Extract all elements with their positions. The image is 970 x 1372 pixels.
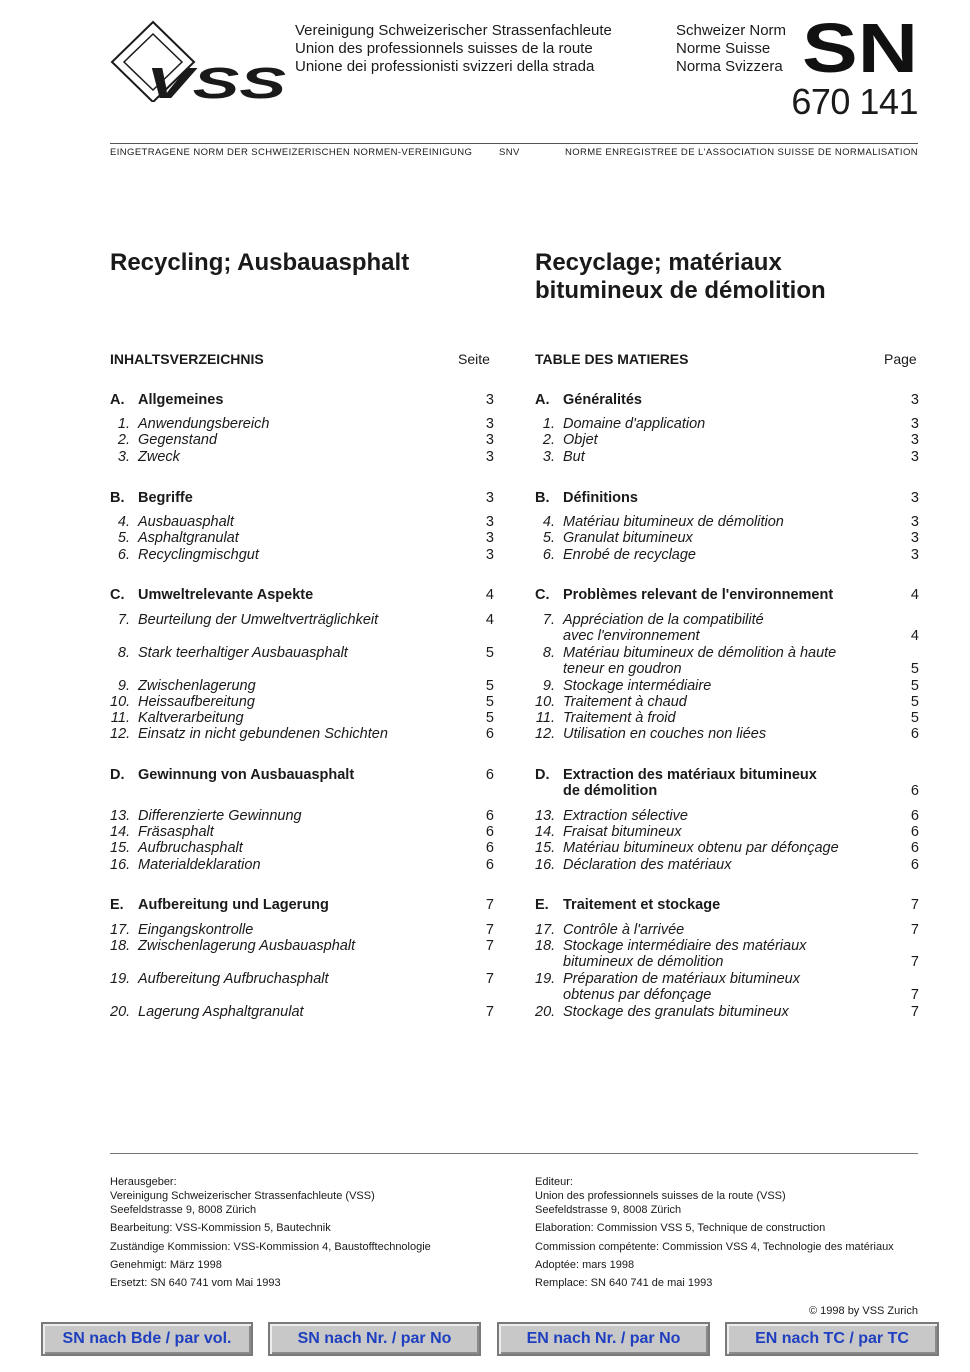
toc-section-letter: B. — [535, 490, 550, 506]
toc-section — [535, 490, 919, 507]
svg-text:SN: SN — [802, 18, 918, 76]
norm-type-it: Norma Svizzera — [676, 58, 783, 75]
nav-sn-by-number-button[interactable]: SN nach Nr. / par No — [268, 1322, 481, 1356]
toc-page-number: 7 — [910, 987, 919, 1004]
toc-section-letter: C. — [110, 587, 125, 603]
toc-entry-title: Objet — [563, 432, 598, 448]
toc-entry-number: 8. — [117, 645, 130, 661]
toc-entry-title: Contrôle à l'arrivée — [563, 922, 685, 938]
toc-entry-title: Préparation de matériaux bitumineux obtenus par défonçage — [563, 971, 800, 1004]
toc-entry-number: 18. — [535, 938, 556, 954]
toc-page-number: 6 — [910, 857, 919, 873]
publisher-info-line: Remplace: SN 640 741 de mai 1993 — [535, 1277, 713, 1289]
toc-page-number: 6 — [485, 857, 494, 873]
toc-entry-number: 4. — [542, 514, 555, 530]
toc-page-number: 3 — [910, 449, 919, 465]
toc-section-title: Aufbereitung und Lagerung — [138, 897, 329, 913]
toc-section-letter: D. — [535, 767, 550, 783]
toc-page-number: 6 — [910, 808, 919, 824]
publisher-info-line: Zuständige Kommission: VSS-Kommission 4, Baustofftechnologie — [110, 1241, 431, 1253]
toc-section — [535, 392, 919, 409]
toc-page-number: 4 — [910, 628, 919, 645]
toc-entry-number: 1. — [542, 416, 555, 432]
toc-entry-number: 15. — [110, 840, 131, 856]
toc-entry-number: 14. — [110, 824, 131, 840]
toc-section — [535, 587, 919, 604]
toc-entry-title: Asphaltgranulat — [138, 530, 239, 546]
toc-page-number: 3 — [485, 514, 494, 530]
toc-entry-title: Stockage des granulats bitumineux — [563, 1004, 789, 1020]
toc-entry-number: 14. — [535, 824, 556, 840]
toc-section-title: Généralités — [563, 392, 642, 408]
toc-entry-number: 17. — [535, 922, 556, 938]
toc-entry-title: Differenzierte Gewinnung — [138, 808, 302, 824]
document-title-fr-line-1: Recyclage; matériaux — [535, 249, 782, 276]
toc-section-letter: A. — [535, 392, 550, 408]
toc-page-number: 3 — [485, 432, 494, 448]
toc-section-title: Umweltrelevante Aspekte — [138, 587, 314, 603]
toc-entry-title: Traitement à froid — [563, 710, 676, 726]
toc-entry-number: 20. — [535, 1004, 556, 1020]
copyright: © 1998 by VSS Zurich — [809, 1305, 918, 1317]
toc-entry-title: Fräsasphalt — [138, 824, 214, 840]
toc-page-number: 4 — [910, 587, 919, 603]
toc-page-number: 5 — [485, 645, 494, 661]
toc-page-number: 3 — [910, 490, 919, 506]
toc-entry-title: Matériau bitumineux de démolition à haute teneur en goudron — [563, 645, 837, 678]
toc-section-title: Begriffe — [138, 490, 193, 506]
toc-page-number: 5 — [910, 694, 919, 710]
toc-section-letter: C. — [535, 587, 550, 603]
toc-page-number: 4 — [485, 587, 494, 603]
nav-sn-by-volume-button[interactable]: SN nach Bde / par vol. — [41, 1322, 253, 1356]
registered-note-snv: SNV — [499, 147, 520, 158]
toc-entry-title: Aufbereitung Aufbruchasphalt — [138, 971, 329, 987]
toc-entry-number: 7. — [542, 612, 555, 628]
norm-number: 670 141 — [791, 81, 918, 122]
toc-page-number: 7 — [485, 971, 494, 987]
toc-page-number: 3 — [910, 514, 919, 530]
toc-entry-number: 19. — [535, 971, 556, 987]
toc-section-title: Problèmes relevant de l'environnement — [563, 587, 834, 603]
toc-page-label-fr: Page — [884, 351, 917, 367]
publisher-info-line: Genehmigt: März 1998 — [110, 1259, 222, 1271]
toc-entry-title: Stockage intermédiaire — [563, 678, 712, 694]
toc-page-number: 3 — [910, 392, 919, 408]
toc-entry-number: 10. — [535, 694, 556, 710]
toc-entry-number: 4. — [117, 514, 130, 530]
org-name-fr: Union des professionnels suisses de la route — [295, 40, 593, 57]
toc-section — [110, 490, 494, 507]
toc-section — [110, 897, 494, 914]
norm-type-fr: Norme Suisse — [676, 40, 771, 57]
toc-entry-title: Fraisat bitumineux — [563, 824, 682, 840]
toc-page-number: 3 — [485, 530, 494, 546]
norm-type-de: Schweizer Norm — [676, 22, 787, 39]
toc-page-number: 5 — [910, 710, 919, 726]
nav-en-by-tc-button[interactable]: EN nach TC / par TC — [725, 1322, 939, 1356]
toc-entry-title: Einsatz in nicht gebundenen Schichten — [138, 726, 388, 742]
toc-entry-title: Eingangskontrolle — [138, 922, 254, 938]
toc-section-letter: E. — [110, 897, 124, 913]
svg-text:VSS: VSS — [146, 59, 286, 102]
toc-entry-title: Stockage intermédiaire des matériaux bitumineux de démolition — [563, 938, 807, 971]
toc-entry-number: 15. — [535, 840, 556, 856]
toc-entry-title: Kaltverarbeitung — [138, 710, 244, 726]
toc-page-number: 6 — [485, 726, 494, 742]
toc-entry-number: 10. — [110, 694, 131, 710]
toc-section — [110, 587, 494, 604]
toc-page-number: 3 — [910, 416, 919, 432]
toc-entry-title: Utilisation en couches non liées — [563, 726, 767, 742]
toc-entry-number: 9. — [542, 678, 555, 694]
publisher-info-line: Ersetzt: SN 640 741 vom Mai 1993 — [110, 1277, 281, 1289]
toc-entry-number: 16. — [110, 857, 131, 873]
toc-entry-number: 6. — [542, 547, 555, 563]
publisher-info-line: Commission compétente: Commission VSS 4, Technologie des matériaux — [535, 1241, 894, 1253]
toc-entry-title: Anwendungsbereich — [138, 416, 270, 432]
toc-entry-title: Recyclingmischgut — [138, 547, 259, 563]
toc-entry-number: 11. — [535, 710, 555, 726]
toc-page-number: 6 — [910, 824, 919, 840]
toc-entry-title: Appréciation de la compatibilité avec l'environnement — [563, 612, 764, 645]
toc-section — [110, 392, 494, 409]
toc-entry-title: Stark teerhaltiger Ausbauasphalt — [138, 645, 348, 661]
nav-en-by-number-button[interactable]: EN nach Nr. / par No — [497, 1322, 710, 1356]
toc-heading-de: INHALTSVERZEICHNIS — [110, 351, 264, 367]
toc-section-title: Extraction des matériaux bitumineux de démolition — [563, 767, 817, 800]
toc-entry-title: Aufbruchasphalt — [138, 840, 243, 856]
toc-section-letter: B. — [110, 490, 125, 506]
toc-section-letter: D. — [110, 767, 125, 783]
toc-page-number: 6 — [485, 767, 494, 783]
toc-page-number: 6 — [910, 840, 919, 856]
toc-entry-title: Matériau bitumineux de démolition — [563, 514, 784, 530]
org-name-it: Unione dei professionisti svizzeri della strada — [295, 58, 595, 75]
toc-entry-title: Déclaration des matériaux — [563, 857, 732, 873]
toc-section — [110, 767, 494, 784]
toc-section-title: Traitement et stockage — [563, 897, 721, 913]
toc-entry-title: Domaine d'application — [563, 416, 706, 432]
toc-entry-number: 19. — [110, 971, 131, 987]
toc-page-number: 7 — [485, 1004, 494, 1020]
toc-page-number: 7 — [485, 922, 494, 938]
toc-entry-title: Zwischenlagerung — [138, 678, 256, 694]
toc-entry-number: 13. — [535, 808, 556, 824]
publisher-info-line: Vereinigung Schweizerischer Strassenfachleute (VSS) — [110, 1190, 375, 1202]
publisher-info-line: Elaboration: Commission VSS 5, Technique de construction — [535, 1222, 826, 1234]
toc-page-number: 5 — [485, 710, 494, 726]
toc-entry-number: 13. — [110, 808, 131, 824]
publisher-info-line: Bearbeitung: VSS-Kommission 5, Bautechnik — [110, 1222, 331, 1234]
toc-section — [535, 767, 919, 800]
toc-entry-title: Materialdeklaration — [138, 857, 261, 873]
toc-entry-title: Enrobé de recyclage — [563, 547, 696, 563]
toc-page-number: 4 — [485, 612, 494, 628]
publisher-info-line: Adoptée: mars 1998 — [535, 1259, 635, 1271]
toc-page-number: 3 — [910, 432, 919, 448]
toc-page-number: 6 — [485, 824, 494, 840]
registered-note-de: EINGETRAGENE NORM DER SCHWEIZERISCHEN NORMEN-VEREINIGUNG — [110, 147, 473, 158]
toc-entry-title: Zweck — [138, 449, 180, 465]
toc-entry-title: Beurteilung der Umweltverträglichkeit — [138, 612, 379, 628]
toc-entry-number: 8. — [542, 645, 555, 661]
toc-entry-number: 17. — [110, 922, 131, 938]
publisher-info-line: Herausgeber: — [110, 1176, 177, 1188]
toc-entry-title: Ausbauasphalt — [138, 514, 234, 530]
publisher-info-line: Seefeldstrasse 9, 8008 Zürich — [110, 1204, 257, 1216]
toc-entry-title: Heissaufbereitung — [138, 694, 255, 710]
toc-page-label-de: Seite — [458, 351, 490, 367]
toc-page-number: 5 — [485, 694, 494, 710]
toc-section-letter: E. — [535, 897, 549, 913]
toc-entry-title: But — [563, 449, 585, 465]
toc-entry-number: 2. — [542, 432, 555, 448]
document-title-fr-line-2: bitumineux de démolition — [535, 277, 826, 304]
toc-page-number: 7 — [485, 897, 494, 913]
publisher-info-line: Editeur: — [535, 1176, 573, 1188]
toc-heading-fr: TABLE DES MATIERES — [535, 351, 689, 367]
toc-page-number: 7 — [910, 1004, 919, 1020]
toc-page-number: 3 — [910, 547, 919, 563]
toc-page-number: 7 — [910, 897, 919, 913]
toc-entry-number: 9. — [117, 678, 130, 694]
toc-page-number: 5 — [910, 678, 919, 694]
toc-section-title: Gewinnung von Ausbauasphalt — [138, 767, 355, 783]
toc-section — [535, 897, 919, 914]
toc-entry-number: 6. — [117, 547, 130, 563]
toc-entry-number: 5. — [542, 530, 555, 546]
toc-page-number: 5 — [485, 678, 494, 694]
toc-entry-number: 18. — [110, 938, 131, 954]
toc-entry-number: 3. — [542, 449, 555, 465]
toc-entry-number: 11. — [110, 710, 130, 726]
toc-list-de — [110, 0, 494, 1100]
org-name-de: Vereinigung Schweizerischer Strassenfachleute — [295, 22, 612, 39]
toc-section-title: Définitions — [563, 490, 638, 506]
toc-entry-number: 1. — [117, 416, 130, 432]
toc-entry-number: 5. — [117, 530, 130, 546]
toc-page-number: 6 — [485, 808, 494, 824]
toc-page-number: 7 — [910, 954, 919, 971]
toc-entry-title: Traitement à chaud — [563, 694, 687, 710]
toc-page-number: 6 — [485, 840, 494, 856]
publisher-info-line: Seefeldstrasse 9, 8008 Zürich — [535, 1204, 682, 1216]
toc-entry-number: 16. — [535, 857, 556, 873]
toc-entry-number: 2. — [117, 432, 130, 448]
publisher-info-line: Union des professionnels suisses de la route (VSS) — [535, 1190, 786, 1202]
registered-note-fr: NORME ENREGISTREE DE L'ASSOCIATION SUISSE DE NORMALISATION — [565, 147, 918, 158]
document-title-de: Recycling; Ausbauasphalt — [110, 249, 410, 276]
toc-entry-number: 20. — [110, 1004, 131, 1020]
toc-page-number: 6 — [910, 783, 919, 800]
toc-page-number: 3 — [485, 392, 494, 408]
toc-page-number: 6 — [910, 726, 919, 742]
toc-page-number: 7 — [485, 938, 494, 954]
toc-section-letter: A. — [110, 392, 125, 408]
toc-page-number: 5 — [910, 661, 919, 678]
toc-page-number: 3 — [485, 416, 494, 432]
toc-page-number: 3 — [485, 547, 494, 563]
toc-page-number: 7 — [910, 922, 919, 938]
toc-entry-number: 12. — [110, 726, 131, 742]
toc-entry-title: Gegenstand — [138, 432, 218, 448]
toc-entry-title: Lagerung Asphaltgranulat — [138, 1004, 304, 1020]
toc-entry-title: Zwischenlagerung Ausbauasphalt — [138, 938, 356, 954]
toc-section-title: Allgemeines — [138, 392, 224, 408]
toc-page-number: 3 — [910, 530, 919, 546]
toc-entry-number: 12. — [535, 726, 556, 742]
toc-page-number: 3 — [485, 449, 494, 465]
toc-entry-title: Matériau bitumineux obtenu par défonçage — [563, 840, 839, 856]
toc-page-number: 3 — [485, 490, 494, 506]
toc-entry-number: 7. — [117, 612, 130, 628]
footer-rule — [110, 1153, 918, 1154]
toc-entry-number: 3. — [117, 449, 130, 465]
toc-list-fr — [535, 0, 919, 1100]
toc-entry-title: Granulat bitumineux — [563, 530, 693, 546]
toc-entry-title: Extraction sélective — [563, 808, 688, 824]
